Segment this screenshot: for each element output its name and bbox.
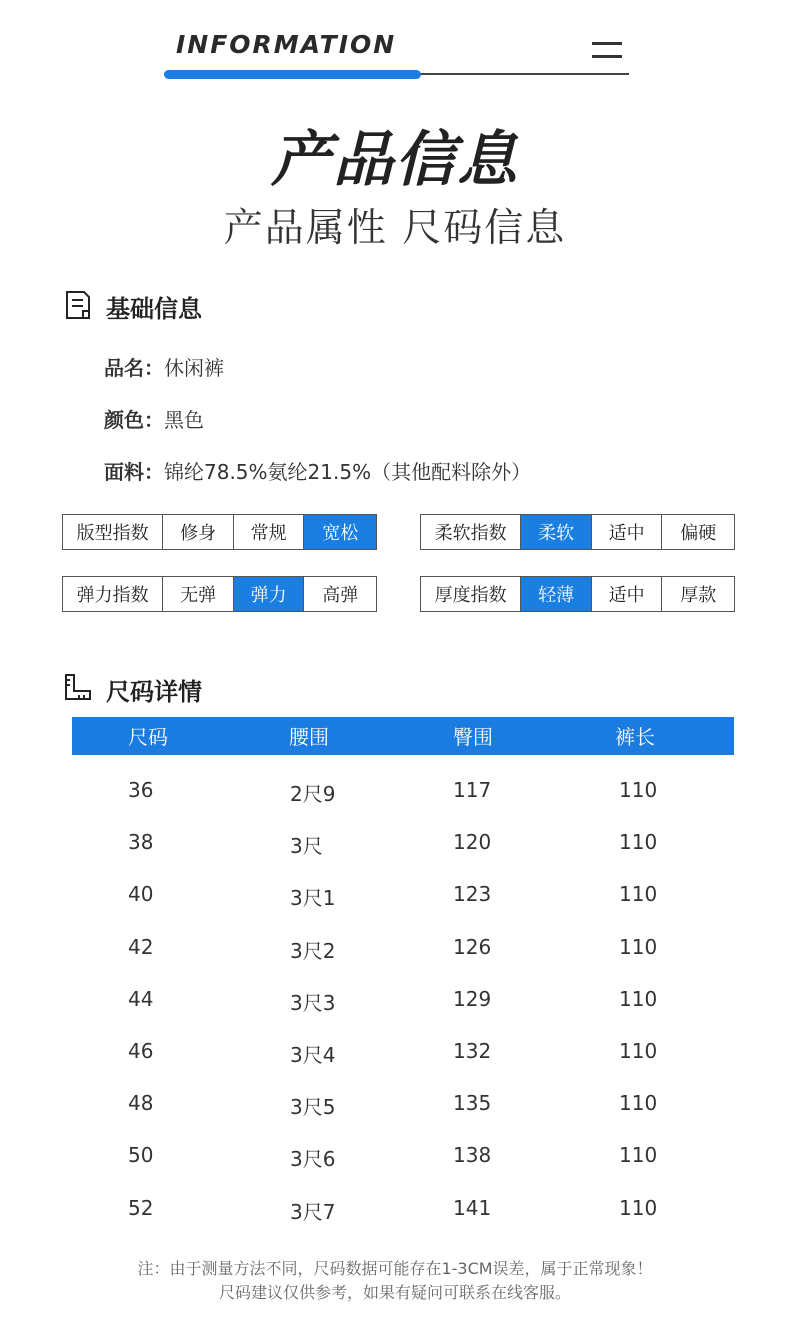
cell-size: 46	[128, 1039, 154, 1063]
info-value: 黑色	[164, 408, 204, 432]
cell-waist: 3尺	[290, 834, 323, 859]
footnote-1: 注：由于测量方法不同，尺码数据可能存在1-3CM误差，属于正常现象！	[137, 1259, 653, 1278]
info-key: 颜色：	[104, 408, 164, 432]
cell-hip: 135	[453, 1091, 492, 1116]
cell-hip: 132	[453, 1039, 492, 1063]
index-label: 厚度指数	[421, 577, 521, 611]
footnote-2: 尺码建议仅供参考，如果有疑问可联系在线客服。	[218, 1283, 571, 1302]
column-header-hip: 臀围	[453, 725, 493, 749]
cell-length: 110	[619, 1091, 658, 1116]
header-label: INFORMATION	[176, 30, 397, 59]
cell-size: 40	[128, 882, 154, 907]
cell-length: 110	[619, 986, 658, 1011]
cell-length: 110	[619, 934, 658, 959]
column-header-size: 尺码	[128, 725, 168, 749]
index-label: 柔软指数	[421, 515, 521, 549]
index-option: 适中	[592, 515, 663, 549]
index-option: 厚款	[680, 585, 717, 606]
ruler-icon	[64, 673, 92, 701]
document-icon	[64, 290, 92, 318]
cell-length: 110	[619, 882, 658, 907]
info-row-name	[104, 352, 224, 381]
page-subtitle: 产品属性 尺码信息	[223, 206, 567, 251]
index-option: 偏硬	[680, 523, 717, 544]
column-header-waist: 腰围	[289, 725, 329, 749]
cell-hip: 123	[453, 882, 492, 907]
info-key: 品名：	[104, 356, 164, 380]
column-header-length: 裤长	[615, 725, 655, 749]
cell-size: 48	[128, 1091, 154, 1116]
info-row-color	[104, 404, 204, 433]
cell-hip: 120	[453, 830, 492, 855]
menu-icon[interactable]	[592, 42, 622, 60]
thickness-index	[420, 576, 735, 612]
cell-size: 50	[128, 1143, 154, 1168]
index-option-selected: 弹力	[234, 577, 305, 611]
info-row-fabric	[104, 456, 531, 485]
info-key: 面料：	[104, 460, 164, 484]
section-title-size: 尺码详情	[106, 678, 202, 706]
info-value: 休闲裤	[164, 356, 224, 380]
index-option: 修身	[163, 515, 234, 549]
cell-length: 110	[619, 778, 658, 802]
cell-length: 110	[619, 1195, 658, 1220]
elasticity-index	[62, 576, 377, 612]
cell-hip: 141	[453, 1195, 492, 1220]
index-option-selected: 轻薄	[521, 577, 592, 611]
cell-waist: 3尺5	[290, 1095, 336, 1120]
index-label: 弹力指数	[63, 577, 163, 611]
cell-size: 38	[128, 830, 154, 855]
index-option: 无弹	[163, 577, 234, 611]
index-label: 版型指数	[63, 515, 163, 549]
cell-waist: 3尺6	[290, 1147, 336, 1172]
cell-waist: 2尺9	[290, 782, 336, 806]
cell-hip: 117	[453, 778, 492, 802]
index-option: 高弹	[322, 585, 359, 606]
cell-hip: 129	[453, 986, 492, 1011]
cell-size: 36	[128, 778, 154, 802]
index-option-selected: 宽松	[304, 515, 376, 549]
cell-waist: 3尺3	[290, 990, 336, 1015]
cell-length: 110	[619, 1039, 658, 1063]
cell-size: 42	[128, 934, 154, 959]
cell-size: 52	[128, 1195, 154, 1220]
info-value: 锦纶78.5%氨纶21.5%（其他配料除外）	[164, 460, 532, 484]
cell-waist: 3尺1	[290, 886, 336, 911]
index-option: 常规	[234, 515, 305, 549]
cell-length: 110	[619, 830, 658, 855]
cell-length: 110	[619, 1143, 658, 1168]
softness-index	[420, 514, 735, 550]
cell-size: 44	[128, 986, 154, 1011]
cell-hip: 138	[453, 1143, 492, 1168]
page-title: 产品信息	[271, 125, 519, 195]
section-title-basic: 基础信息	[106, 295, 202, 323]
cell-waist: 3尺2	[290, 938, 336, 963]
fit-index	[62, 514, 377, 550]
index-option-selected: 柔软	[521, 515, 592, 549]
cell-hip: 126	[453, 934, 492, 959]
cell-waist: 3尺7	[290, 1199, 336, 1224]
cell-waist: 3尺4	[290, 1043, 336, 1067]
header-accent-bar	[164, 70, 421, 79]
index-option: 适中	[592, 577, 663, 611]
